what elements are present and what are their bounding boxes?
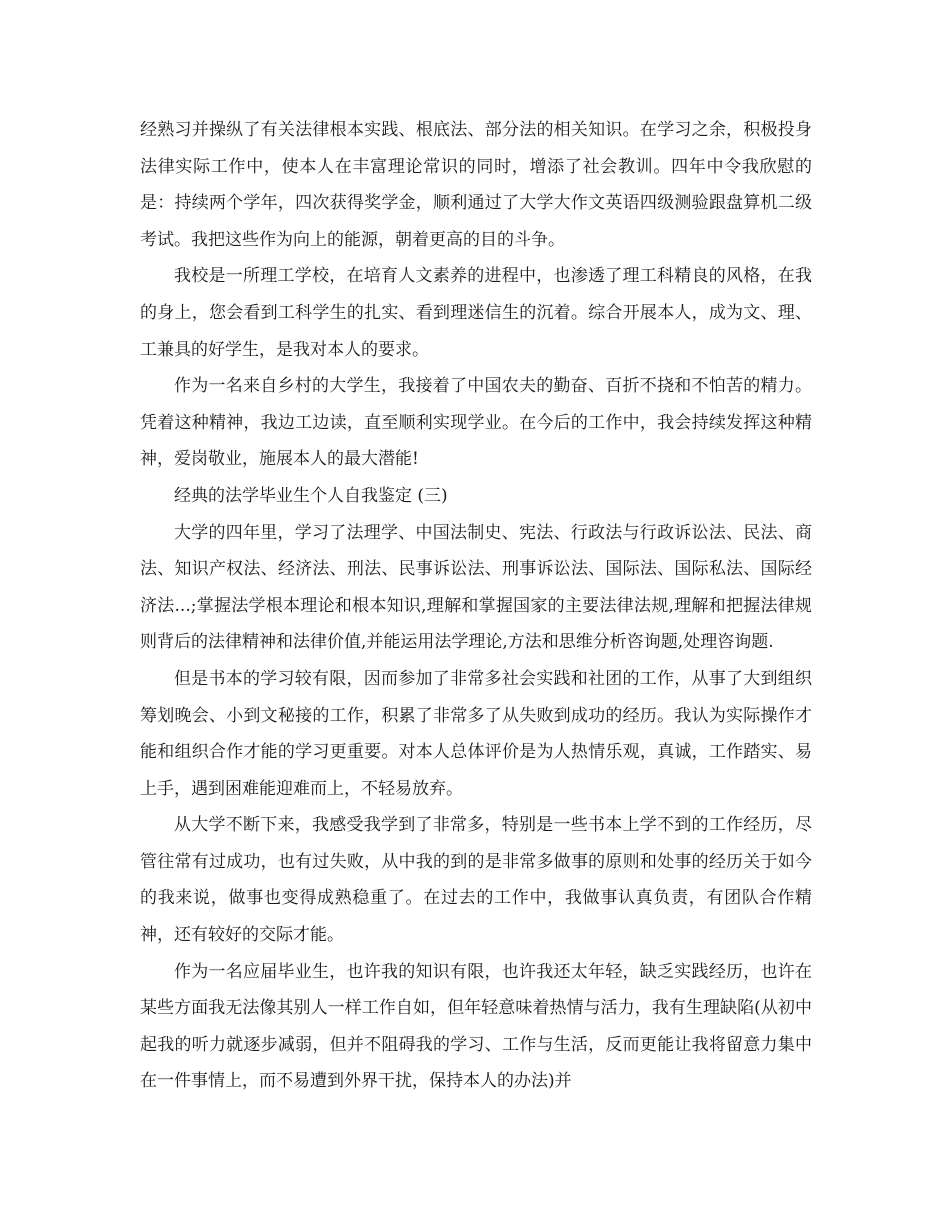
paragraph: 从大学不断下来，我感受我学到了非常多，特别是一些书本上学不到的工作经历，尽管往常有过成功，也有过失败，从中我的到的是非常多做事的原则和处事的经历关于如今的我来说，做事也变得成熟稳重了。在过去的工作中，我做事认真负责，有团队合作精神，还有较好的交际才能。 — [140, 815, 812, 946]
paragraph: 作为一名来自乡村的大学生，我接着了中国农夫的勤奋、百折不挠和不怕苦的精力。凭着这种精神，我边工边读，直至顺利实现学业。在今后的工作中，我会持续发挥这种精神，爱岗敬业，施展本人的最大潜能! — [140, 376, 812, 470]
document-page — [140, 112, 812, 1100]
paragraph: 但是书本的学习较有限，因而参加了非常多社会实践和社团的工作，从事了大到组织筹划晚会、小到文秘接的工作，积累了非常多了从失败到成功的经历。我认为实际操作才能和组织合作才能的学习更重要。对本人总体评价是为人热情乐观，真诚，工作踏实、易上手，遇到困难能迎难而上，不轻易放弃。 — [140, 668, 812, 799]
paragraph-continued: 经熟习并操纵了有关法律根本实践、根底法、部分法的相关知识。在学习之余，积极投身法律实际工作中，使本人在丰富理论常识的同时，增添了社会教训。四年中令我欣慰的是：持续两个学年，四次获得奖学金，顺利通过了大学大作文英语四级测验跟盘算机二级考试。我把这些作为向上的能源，朝着更高的目的斗争。 — [140, 120, 812, 250]
paragraph: 作为一名应届毕业生，也许我的知识有限，也许我还太年轻，缺乏实践经历，也许在某些方面我无法像其别人一样工作自如，但年轻意味着热情与活力，我有生理缺陷(从初中起我的听力就逐步减弱，但并不阻碍我的学习、工作与生活，反而更能让我将留意力集中在一件事情上，而不易遭到外界干扰，保持本人的办法)并 — [140, 961, 812, 1092]
paragraph: 我校是一所理工学校，在培育人文素养的进程中，也渗透了理工科精良的风格，在我的身上，您会看到工科学生的扎实、看到理迷信生的沉着。综合开展本人，成为文、理、工兼具的好学生，是我对本人的要求。 — [140, 266, 812, 360]
section-heading: 经典的法学毕业生个人自我鉴定 (三) — [174, 485, 448, 506]
paragraph: 大学的四年里，学习了法理学、中国法制史、宪法、行政法与行政诉讼法、民法、商法、知识产权法、经济法、刑法、民事诉讼法、刑事诉讼法、国际法、国际私法、国际经济法...;掌握法学根本理论和根本知识,理解和掌握国家的主要法律法规,理解和把握法律规则背后的法律精神和法律价值,并能运用法学理论,方法和思维分析咨询题,处理咨询题. — [140, 522, 812, 653]
